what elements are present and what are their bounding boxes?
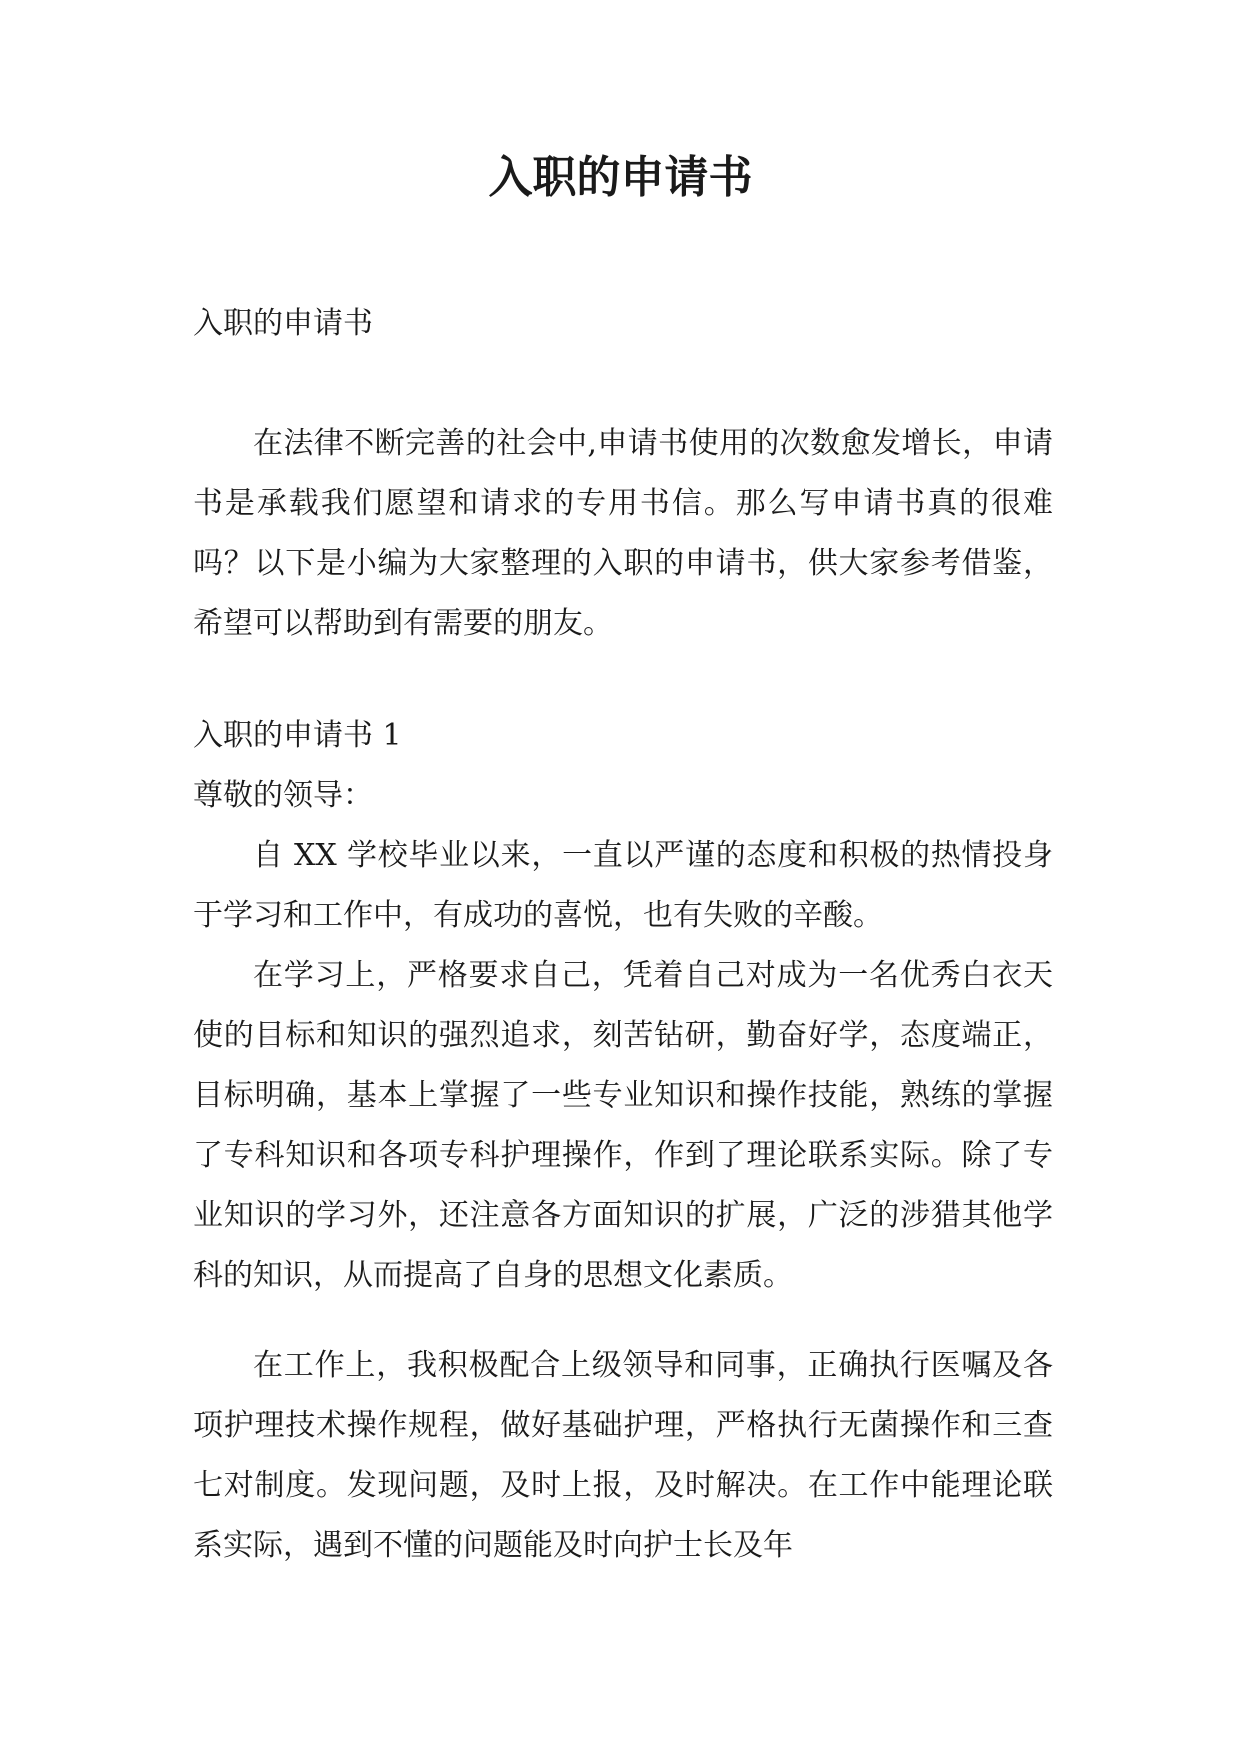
body-paragraph: 在工作上，我积极配合上级领导和同事，正确执行医嘱及各项护理技术操作规程，做好基础护理，严格执行无菌操作和三查七对制度。发现问题，及时上报，及时解决。在工作中能理论联系实际，遇到不懂的问题能及时向护士长及年 (193, 1348, 1053, 1563)
salutation: 尊敬的领导： (193, 778, 373, 813)
document-body (193, 294, 1053, 1576)
section-heading: 入职的申请书 1 (193, 718, 402, 753)
intro-paragraph: 在法律不断完善的社会中,申请书使用的次数愈发增长，申请书是承载我们愿望和请求的专用书信。那么写申请书真的很难吗？以下是小编为大家整理的入职的申请书，供大家参考借鉴，希望可以帮助到有需要的朋友。 (193, 426, 1053, 641)
body-paragraph: 自 XX 学校毕业以来，一直以严谨的态度和积极的热情投身于学习和工作中，有成功的喜悦，也有失败的辛酸。 (193, 838, 1053, 933)
body-paragraph: 在学习上，严格要求自己，凭着自己对成为一名优秀白衣天使的目标和知识的强烈追求，刻苦钻研，勤奋好学，态度端正，目标明确，基本上掌握了一些专业知识和操作技能，熟练的掌握了专科知识和各项专科护理操作，作到了理论联系实际。除了专业知识的学习外，还注意各方面知识的扩展，广泛的涉猎其他学科的知识，从而提高了自身的思想文化素质。 (193, 958, 1053, 1293)
document-subtitle: 入职的申请书 (193, 306, 373, 341)
document-title: 入职的申请书 (488, 152, 753, 203)
